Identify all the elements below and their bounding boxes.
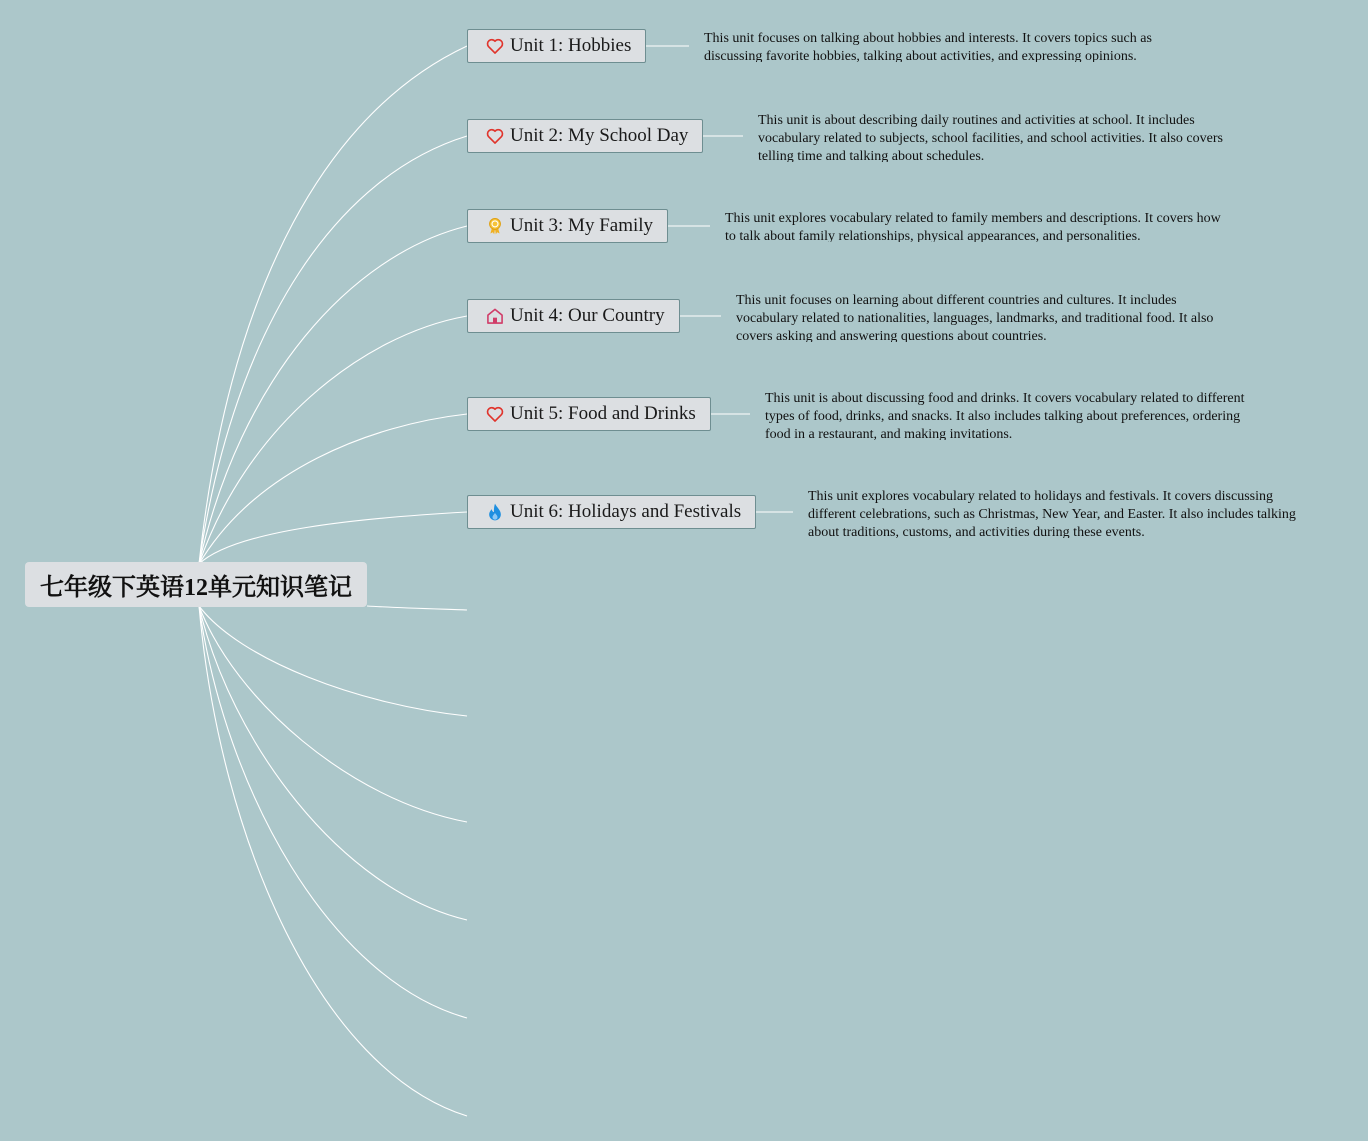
- heart-icon: [485, 36, 505, 56]
- topic-unit-6-description: This unit explores vocabulary related to holidays and festivals. It covers discussing different celebrations, such as Christmas, New Year, and Easter. It also includes talking about traditions, customs, and activities during these events.: [808, 489, 1296, 538]
- branch-connector-unit-6: [199, 512, 467, 564]
- fire-icon: [485, 502, 505, 522]
- branch-connector-empty-1: [367, 606, 467, 610]
- topic-unit-2-label: Unit 2: My School Day: [510, 125, 689, 146]
- topic-unit-4-label: Unit 4: Our Country: [510, 305, 665, 326]
- topic-unit-1-description: This unit focuses on talking about hobbies and interests. It covers topics such as discussing favorite hobbies, talking about activities, and expressing opinions.: [704, 31, 1152, 62]
- root-topic[interactable]: [25, 562, 367, 607]
- topic-unit-4-description: This unit focuses on learning about different countries and cultures. It includes vocabulary related to nationalities, languages, landmarks, and traditional food. It also covers asking and answering questions about countries.: [736, 293, 1214, 342]
- topic-unit-2-description: This unit is about describing daily routines and activities at school. It includes vocabulary related to subjects, school facilities, and school activities. It also covers telling time and talking about schedules.: [758, 113, 1223, 162]
- topic-unit-1[interactable]: [467, 29, 646, 63]
- topic-unit-3-label: Unit 3: My Family: [510, 215, 654, 236]
- root-topic-title: 七年级下英语12单元知识笔记: [40, 575, 352, 601]
- topic-unit-2[interactable]: [467, 119, 703, 153]
- branch-connector-empty-2: [199, 606, 467, 716]
- heart-icon: [485, 126, 505, 146]
- topic-unit-4[interactable]: [467, 299, 680, 333]
- topic-unit-5-description: This unit is about discussing food and drinks. It covers vocabulary related to different types of food, drinks, and snacks. It also includes talking about preferences, ordering food in a restaurant, and making invitations.: [765, 391, 1245, 440]
- branch-connector-unit-4: [199, 316, 467, 564]
- branch-connector-empty-4: [199, 606, 467, 920]
- branch-connector-empty-6: [199, 606, 467, 1116]
- heart-icon: [485, 404, 505, 424]
- award-medal-icon: [485, 216, 505, 236]
- topic-unit-3-description: This unit explores vocabulary related to family members and descriptions. It covers how to talk about family relationships, physical appearances, and personalities.: [725, 211, 1221, 242]
- topic-unit-5-label: Unit 5: Food and Drinks: [510, 403, 696, 424]
- branch-connector-unit-2: [199, 136, 467, 564]
- topic-unit-1-label: Unit 1: Hobbies: [510, 35, 632, 56]
- topic-unit-3[interactable]: [467, 209, 668, 243]
- topic-unit-6[interactable]: [467, 495, 756, 529]
- home-icon: [485, 306, 505, 326]
- topic-unit-5[interactable]: [467, 397, 711, 431]
- topic-unit-6-label: Unit 6: Holidays and Festivals: [510, 501, 742, 522]
- branch-connector-unit-5: [199, 414, 467, 564]
